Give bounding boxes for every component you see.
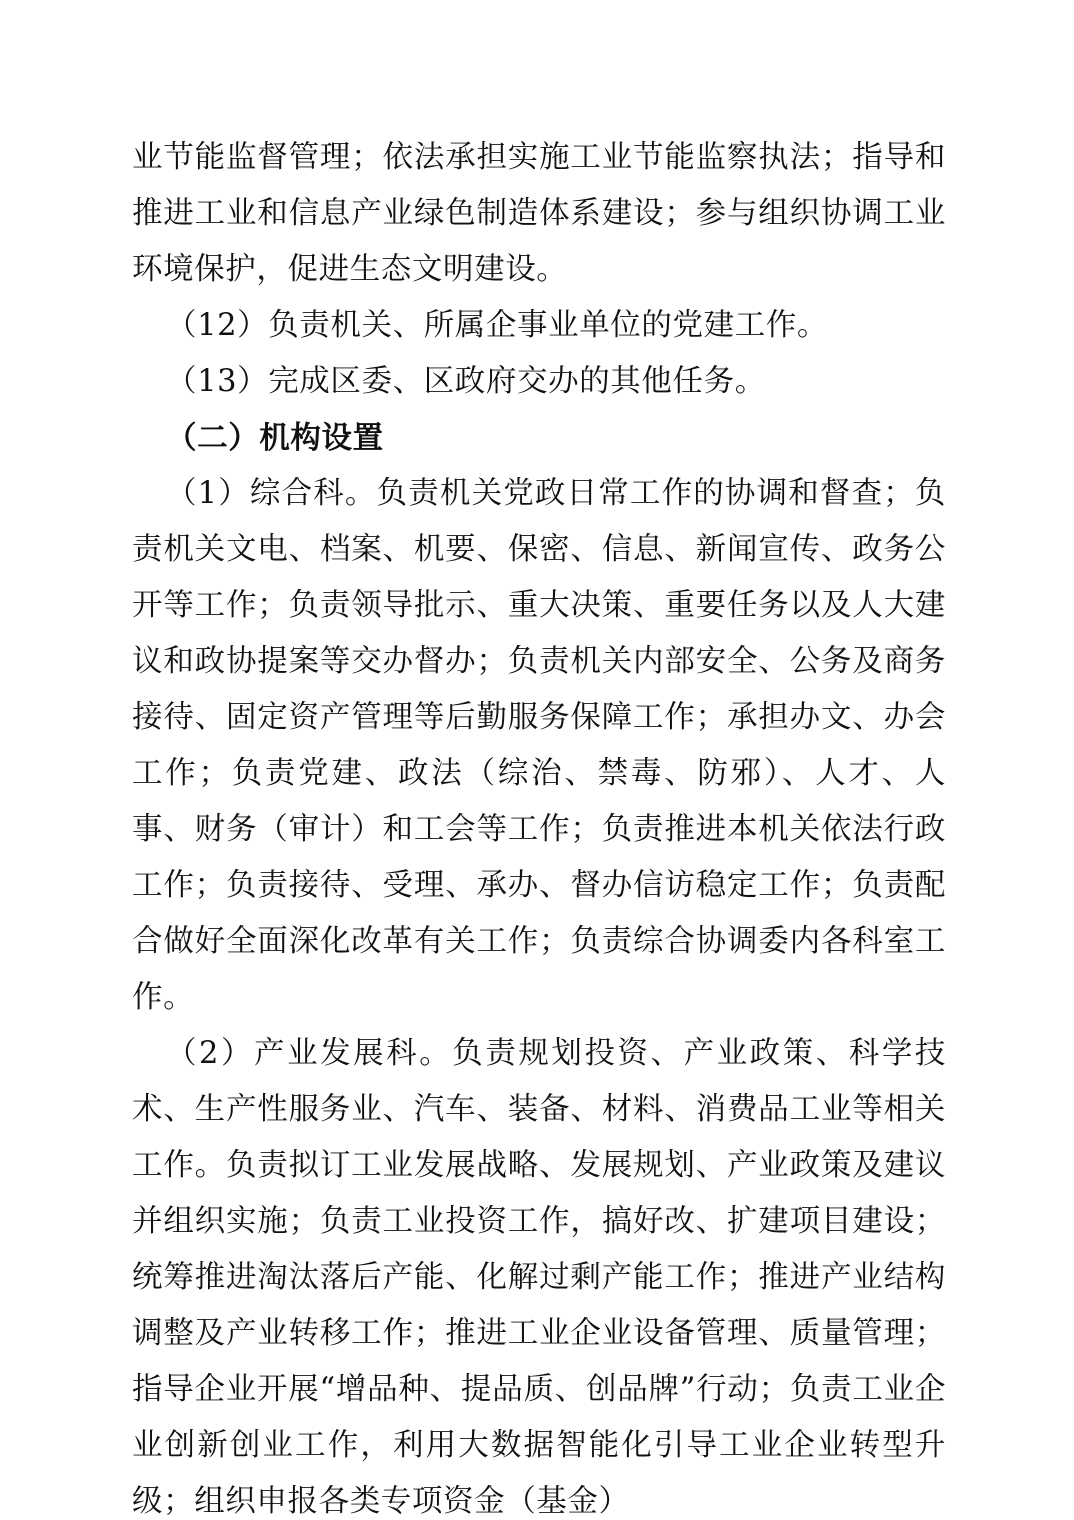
document-body	[132, 130, 946, 1520]
paragraph-item-1-general-office: （1）综合科。负责机关党政日常工作的协调和督查；负责机关文电、档案、机要、保密、信息、新闻宣传、政务公开等工作；负责领导批示、重大决策、重要任务以及人大建议和政协提案等交办督办；负责机关内部安全、公务及商务接待、固定资产管理等后勤服务保障工作；承担办文、办会工作；负责党建、政法（综治、禁毒、防邪）、人才、人事、财务（审计）和工会等工作；负责推进本机关依法行政工作；负责接待、受理、承办、督办信访稳定工作；负责配合做好全面深化改革有关工作；负责综合协调委内各科室工作。	[132, 476, 946, 1015]
paragraph-item-12: （12）负责机关、所属企事业单位的党建工作。	[166, 308, 829, 343]
paragraph-item-13: （13）完成区委、区政府交办的其他任务。	[166, 364, 766, 399]
paragraph-item-2-industry-development: （2）产业发展科。负责规划投资、产业政策、科学技术、生产性服务业、汽车、装备、材料、消费品工业等相关工作。负责拟订工业发展战略、发展规划、产业政策及建议并组织实施；负责工业投资工作，搞好改、扩建项目建设；统筹推进淘汰落后产能、化解过剩产能工作；推进产业结构调整及产业转移工作；推进工业企业设备管理、质量管理；指导企业开展“增品种、提品质、创品牌”行动；负责工业企业创新创业工作，利用大数据智能化引导工业企业转型升级；组织申报各类专项资金（基金）	[132, 1036, 946, 1519]
heading-section-organization-setup: （二）机构设置	[166, 420, 384, 456]
paragraph-continuation: 业节能监督管理；依法承担实施工业节能监察执法；指导和推进工业和信息产业绿色制造体系建设；参与组织协调工业环境保护，促进生态文明建设。	[132, 140, 946, 287]
